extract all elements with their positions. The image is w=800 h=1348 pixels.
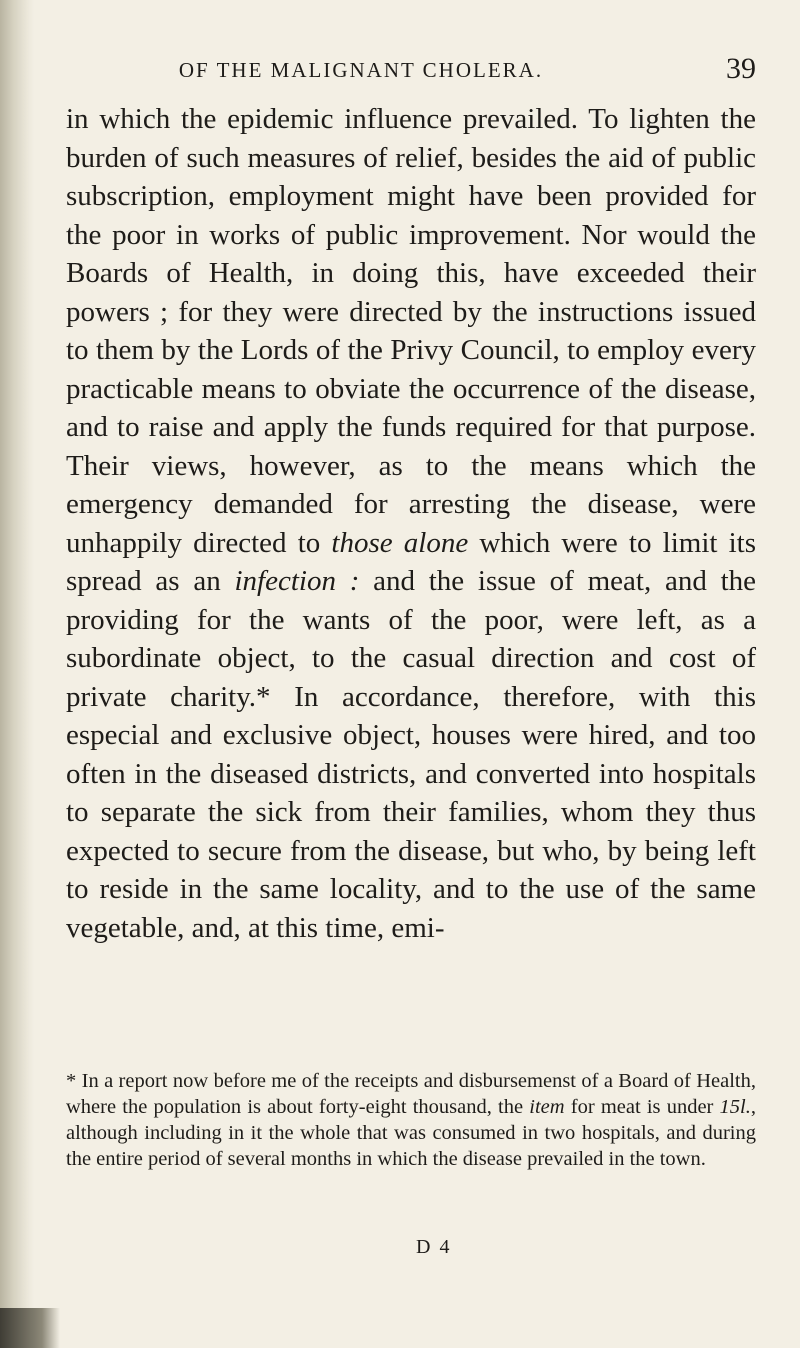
emphasis-infection: infection : xyxy=(234,565,360,597)
body-text-part-1: in which the epidemic influence prevailed. To lighten the burden of such measures of relief, besides the aid of public subscription, employment might have been provided for the poor in works of public improvement. Nor would the Boards of Health, in doing this, have exceeded their powers ; for they were directed by the instructions issued to them by the Lords of the Privy Council, to employ every practicable means to obviate the occurrence of the disease, and to raise and apply the funds required for that purpose. Their views, however, as to the means which the emergency demanded for arresting the disease, were unhappily directed to xyxy=(66,103,756,559)
running-title: OF THE MALIGNANT CHOLERA. xyxy=(178,58,544,82)
body-text-part-3: and the issue of meat, and the providing for the wants of the poor, were left, as a subordinate object, to the casual direction and cost of private charity.* In accordance, therefore, with this especial and exclusive object, houses were hired, and too often in the diseased districts, and converted into hospitals to separate the sick from their families, whom they thus expected to secure from the disease, but who, by being left to reside in the same locality, and to the use of the same vegetable, and, at this time, emi- xyxy=(66,565,757,944)
body-paragraph xyxy=(66,100,756,947)
page-number: 39 xyxy=(726,52,756,85)
footnote-emphasis-item: item xyxy=(529,1096,565,1118)
page-gutter-shadow xyxy=(0,0,34,1348)
footnote-part-1: * In a report now before me of the receipts and disbursemenst of a Board of Health, where the population is about forty-eight thousand, the xyxy=(66,1070,756,1118)
emphasis-those-alone: those alone xyxy=(331,526,469,559)
page-corner-shadow xyxy=(0,1308,60,1348)
footnote-part-2: for meat is under xyxy=(564,1096,720,1118)
signature-mark: D 4 xyxy=(416,1236,452,1258)
running-head xyxy=(66,52,756,84)
footnote-emphasis-amount: 15l. xyxy=(719,1096,751,1118)
body-text-part-2: which were to limit its spread as an xyxy=(66,526,756,597)
footnote-part-3: , although including in it the whole that was consumed in two hospitals, and during the entire period of several months in which the disease prevailed in the town. xyxy=(66,1096,756,1170)
footnote xyxy=(66,1068,756,1172)
